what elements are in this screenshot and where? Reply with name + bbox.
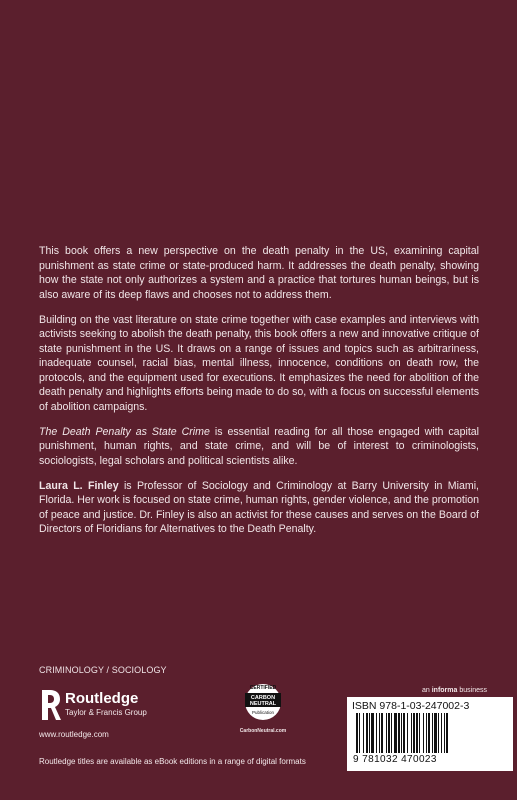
carbon-text-1: CARBON [250,695,276,701]
author-bio [39,479,479,537]
blurb-paragraph-2: Building on the vast literature on state crime together with case examples and interviews with activists seeking to abolish the death penalty, this book offers a new and innovative critique of state punishment in the US. It draws on a range of issues and topics such as arbitrariness, inadequate counsel, racial bias, mental illness, innocence, conditions on death row, the protocols, and the equipment used for executions. It emphasizes the need for abolition of the death penalty and highlights efforts being made to do so, with a focus on successful elements of abolition campaigns. [39,313,479,413]
publisher-subtitle: Taylor & Francis Group [65,708,147,717]
carbon-text-2: NEUTRAL [249,701,277,707]
routledge-logo [39,688,199,736]
publisher-website: www.routledge.com [39,730,109,739]
barcode-digits: 9 781032 470023 [353,754,437,765]
blurb-text [39,244,479,547]
author-bio-text: is Professor of Sociology and Criminology at Barry University in Miami, Florida. Her work is focused on state crime, human rights, gender violence, and the promotion of peace and justice. Dr. Finley is also an activist for these causes and serves on the Board of Directors of Floridians for Alternatives to the Death Penalty. [39,479,479,535]
publisher-name: Routledge [65,690,139,707]
ebook-notice: Routledge titles are available as eBook editions in a range of digital formats [39,757,306,766]
informa-business-label: an informa business [422,687,487,694]
book-title-italic: The Death Penalty as State Crime [39,425,210,438]
isbn-text: ISBN 978-1-03-247002-3 [352,700,470,712]
carbon-url-text: CarbonNeutral.com [239,728,287,734]
blurb-paragraph-3-text: is essential reading for all those engaged with capital punishment, human rights, and state crime, and will be of interest to criminologists, sociologists, legal scholars and political scientists alike. [39,425,480,467]
carbon-publication-text: Publication [251,710,275,715]
author-name: Laura L. Finley [39,479,119,492]
informa-brand: informa [431,687,458,694]
barcode-icon [356,713,508,753]
routledge-r-icon [39,688,61,722]
blurb-paragraph-1: This book offers a new perspective on the death penalty in the US, examining capital punishment as state crime or state-produced harm. It addresses the death penalty, showing how the state not only authorizes a system and a practice that tortures human beings, but is also aware of its deep flaws and chooses not to address them. [39,245,479,301]
subject-category: CRIMINOLOGY / SOCIOLOGY [39,665,167,675]
blurb-paragraph-3 [39,425,479,469]
carbon-neutral-badge [232,680,294,742]
carbon-certified-text: CERTIFIED [249,685,277,691]
